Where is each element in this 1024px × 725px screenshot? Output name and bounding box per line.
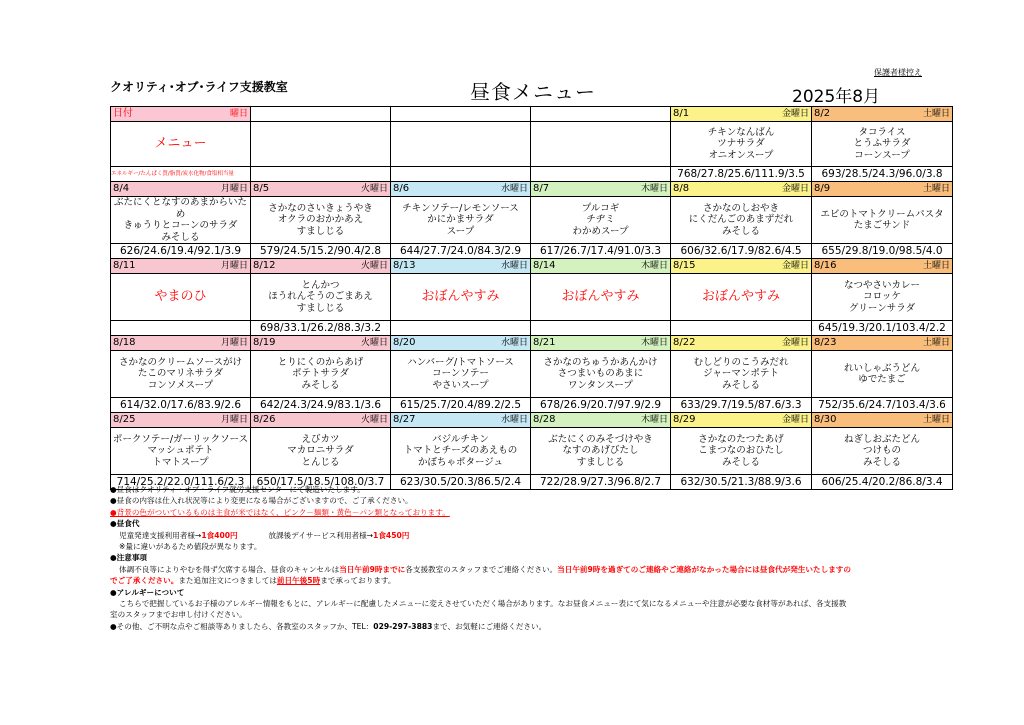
menu-item: プルコギ xyxy=(581,202,620,214)
day-nutrition xyxy=(391,167,531,182)
nutrition-value: 650/17.5/18.5/108.0/3.7 xyxy=(256,476,385,488)
menu-item: やさいスープ xyxy=(432,379,489,391)
page-title: 昼食メニュー xyxy=(470,80,596,104)
price-line xyxy=(110,530,970,541)
menu-item: チヂミ xyxy=(586,214,615,226)
day-weekday: 月曜日 xyxy=(220,261,248,271)
day-weekday: 金曜日 xyxy=(781,415,809,425)
note-color-legend: ●背景の色がついているものは主食が米ではなく、ピンク－麺類・黄色－パン類となっております。 xyxy=(110,507,450,517)
day-nutrition xyxy=(111,244,251,259)
day-menu xyxy=(251,351,391,398)
nutrition-value: 645/19.3/20.1/103.4/2.2 xyxy=(818,322,946,334)
day-date: 8/16 xyxy=(814,260,837,271)
day-header xyxy=(111,336,251,351)
menu-item: ジャーマンポテト xyxy=(703,368,779,380)
menu-item: つけもの xyxy=(862,445,901,457)
menu-item: たまごサンド xyxy=(853,220,911,231)
caution-1a: 体調不良等によりやむを得ず欠席する場合、昼食のキャンセルは xyxy=(119,564,340,574)
day-header xyxy=(812,259,953,274)
day-menu xyxy=(111,122,251,167)
day-weekday: 木曜日 xyxy=(640,261,668,271)
day-header xyxy=(251,182,391,197)
nutrition-value: 698/33.1/26.2/88.3/3.2 xyxy=(259,322,382,334)
menu-item: ほうれんそうのごまあえ xyxy=(268,291,373,303)
day-header xyxy=(111,259,251,274)
day-menu xyxy=(111,351,251,398)
allergy-line-2: 室のスタッフまでお申し付けください。 xyxy=(110,610,247,620)
menu-item: トマトとチーズのあえもの xyxy=(403,445,518,457)
contact-a: ●その他、ご不明な点やご相談等ありましたら、各教室のスタッフか、TEL： xyxy=(110,621,374,631)
week-menu-row xyxy=(111,428,953,475)
nutrition-value: 617/26.7/17.4/91.0/3.3 xyxy=(539,245,662,257)
menu-item: チキンなんばん xyxy=(707,126,775,138)
day-header xyxy=(391,259,531,274)
day-date: 8/13 xyxy=(393,260,416,271)
day-weekday: 土曜日 xyxy=(922,338,950,348)
day-date: 8/28 xyxy=(533,414,556,425)
nutrition-value: 642/24.3/24.9/83.1/3.6 xyxy=(259,399,382,411)
day-weekday: 土曜日 xyxy=(922,415,950,425)
month-label: 2025年8月 xyxy=(792,87,881,107)
week-menu-row xyxy=(111,197,953,244)
weekday-column-label: 曜日 xyxy=(229,109,248,119)
week-nutrition-row xyxy=(111,321,953,336)
menu-item: むしどりのこうみだれ xyxy=(693,356,789,368)
day-weekday: 水曜日 xyxy=(500,184,528,194)
menu-table-body xyxy=(111,107,953,490)
menu-item: ポークソテー/ガーリックソース xyxy=(112,433,249,445)
menu-item: ぶたにくのみそづけやき xyxy=(548,433,653,445)
day-nutrition xyxy=(671,398,812,413)
day-header xyxy=(531,413,671,428)
day-weekday: 金曜日 xyxy=(781,184,809,194)
menu-item: みそしる xyxy=(721,379,760,391)
menu-item: エビのトマトクリームパスタ xyxy=(820,208,944,220)
day-date: 8/4 xyxy=(113,183,130,194)
day-date: 8/15 xyxy=(673,260,696,271)
week-nutrition-row xyxy=(111,398,953,413)
day-weekday: 月曜日 xyxy=(220,415,248,425)
price-b-value: 1食450円 xyxy=(373,530,410,540)
day-menu xyxy=(111,274,251,321)
day-menu xyxy=(812,197,953,244)
day-header xyxy=(531,182,671,197)
day-menu xyxy=(531,274,671,321)
menu-item: とんじる xyxy=(301,456,340,468)
day-date: 8/22 xyxy=(673,337,696,348)
day-weekday: 火曜日 xyxy=(360,184,388,194)
day-weekday: 木曜日 xyxy=(640,338,668,348)
menu-item: ゆでたまご xyxy=(858,374,906,385)
day-menu xyxy=(671,351,812,398)
nutrition-value: 714/25.2/22.0/111.6/2.3 xyxy=(116,476,245,488)
caution-1b: 当日午前9時までに xyxy=(339,564,406,574)
day-date: 8/8 xyxy=(673,183,690,194)
menu-item: なつやさいカレー xyxy=(843,279,920,291)
day-menu xyxy=(531,428,671,475)
menu-item: えびカツ xyxy=(301,433,340,445)
day-date: 8/12 xyxy=(253,260,276,271)
contact-tel: 029-297-3883 xyxy=(373,621,433,631)
week-nutrition-row xyxy=(111,244,953,259)
date-column-label: 日付 xyxy=(113,108,133,119)
menu-item: かにかまサラダ xyxy=(427,214,494,226)
menu-item: とうふサラダ xyxy=(853,138,911,150)
day-nutrition xyxy=(251,321,391,336)
day-weekday: 水曜日 xyxy=(500,338,528,348)
day-header xyxy=(251,107,391,122)
menu-item: みそしる xyxy=(721,225,760,237)
day-date: 8/9 xyxy=(814,183,831,194)
week-menu-row xyxy=(111,274,953,321)
menu-item: オクラのおかかあえ xyxy=(277,214,364,226)
caution-line-1 xyxy=(110,564,970,575)
day-weekday: 土曜日 xyxy=(922,261,950,271)
caution-2c: 前日午後5時 xyxy=(276,576,321,586)
day-nutrition xyxy=(391,321,531,336)
menu-item: すましじる xyxy=(576,456,625,468)
menu-item: とんかつ xyxy=(301,279,340,291)
day-header xyxy=(391,182,531,197)
menu-item: ぶたにくとなすのあまからいため xyxy=(113,197,247,220)
menu-item: マッシュポテト xyxy=(147,445,214,457)
menu-item: さつまいものあまに xyxy=(557,368,644,380)
caution-2b: また追加注文につきましては xyxy=(178,576,277,586)
menu-item: トマトスープ xyxy=(152,456,209,468)
day-weekday: 月曜日 xyxy=(220,184,248,194)
menu-item: ハンバーグ/トマトソース xyxy=(407,356,514,368)
day-menu xyxy=(531,197,671,244)
menu-item: すましじる xyxy=(296,302,345,314)
day-date: 8/11 xyxy=(113,260,136,271)
caution-1d: 当日午前9時を過ぎてのご連絡やご連絡がなかった場合には昼食代が発生いたしますの xyxy=(557,564,851,574)
day-nutrition xyxy=(531,244,671,259)
day-header xyxy=(671,336,812,351)
nutrition-value: 768/27.8/25.6/111.9/3.5 xyxy=(677,168,805,180)
day-menu xyxy=(391,197,531,244)
contact-b: まで、お気軽にご連絡ください。 xyxy=(432,621,547,631)
nutrition-value: 693/28.5/24.3/96.0/3.8 xyxy=(821,168,943,180)
menu-item: さかなのさいきょうやき xyxy=(268,202,373,214)
price-note: ※量に違いがあるため値段が異なります。 xyxy=(119,542,262,552)
menu-item: れいしゃぶうどん xyxy=(843,362,920,374)
nutrition-value: 752/35.6/24.7/103.4/3.6 xyxy=(818,399,946,411)
day-header xyxy=(391,413,531,428)
menu-item: バジルチキン xyxy=(432,433,489,445)
day-header xyxy=(251,259,391,274)
caution-1c: 各支援教室のスタッフまでご連絡ください。 xyxy=(405,564,558,574)
day-menu xyxy=(251,428,391,475)
nutrition-value: 644/27.7/24.0/84.3/2.9 xyxy=(399,245,522,257)
menu-item: こまつなのおひたし xyxy=(698,445,784,457)
menu-item: すましじる xyxy=(296,225,345,237)
day-header xyxy=(111,107,251,122)
day-weekday: 火曜日 xyxy=(360,261,388,271)
menu-item: コロッケ xyxy=(863,291,901,303)
week-header-row xyxy=(111,182,953,197)
note-production: ●昼食はクオリティ・オブ・ライフ就労支援センターにて製造いたします。 xyxy=(110,485,365,494)
day-nutrition xyxy=(251,244,391,259)
day-date: 8/20 xyxy=(393,337,416,348)
menu-item: チキンソテー/レモンソース xyxy=(402,202,519,214)
day-weekday: 金曜日 xyxy=(781,338,809,348)
day-date: 8/21 xyxy=(533,337,556,348)
day-menu xyxy=(531,122,671,167)
nutrition-value: 633/29.7/19.5/87.6/3.3 xyxy=(680,399,802,411)
day-menu xyxy=(251,274,391,321)
day-menu xyxy=(671,274,812,321)
menu-item: ポテトサラダ xyxy=(292,368,349,380)
menu-item: とりにくのからあげ xyxy=(277,356,364,368)
day-weekday: 水曜日 xyxy=(500,415,528,425)
day-header xyxy=(671,259,812,274)
day-menu xyxy=(391,351,531,398)
day-date: 8/25 xyxy=(113,414,136,425)
day-header xyxy=(111,182,251,197)
note-change: ●昼食の内容は仕入れ状況等により変更になる場合がございますので、ご了承ください。 xyxy=(110,496,413,506)
menu-item: きゅうりとコーンのサラダ xyxy=(123,220,238,231)
day-header xyxy=(251,336,391,351)
day-header xyxy=(671,182,812,197)
day-header xyxy=(531,107,671,122)
day-nutrition xyxy=(671,244,812,259)
day-header xyxy=(812,413,953,428)
allergy-heading: ●アレルギーについて xyxy=(110,587,185,597)
week-header-row xyxy=(111,107,953,122)
day-nutrition xyxy=(391,244,531,259)
day-date: 8/2 xyxy=(814,108,831,119)
day-menu xyxy=(812,428,953,475)
price-a-label: 児童発達支援利用者様→ xyxy=(119,530,202,540)
week-nutrition-row xyxy=(111,167,953,182)
day-date: 8/7 xyxy=(533,183,550,194)
day-nutrition xyxy=(111,321,251,336)
nutrition-value: 579/24.5/15.2/90.4/2.8 xyxy=(259,245,382,257)
day-date: 8/1 xyxy=(673,108,690,119)
day-date: 8/6 xyxy=(393,183,410,194)
day-nutrition xyxy=(251,167,391,182)
menu-item: ねぎしおぶたどん xyxy=(843,433,920,445)
contact-line xyxy=(110,621,970,632)
day-nutrition xyxy=(111,167,251,182)
day-date: 8/14 xyxy=(533,260,556,271)
day-date: 8/30 xyxy=(814,414,837,425)
day-nutrition xyxy=(531,321,671,336)
day-nutrition xyxy=(251,398,391,413)
day-nutrition xyxy=(111,398,251,413)
day-header xyxy=(251,413,391,428)
day-weekday: 月曜日 xyxy=(220,338,248,348)
week-header-row xyxy=(111,336,953,351)
week-menu-row xyxy=(111,122,953,167)
menu-item: さかなのしおやき xyxy=(702,202,779,214)
day-menu xyxy=(812,274,953,321)
day-nutrition xyxy=(531,167,671,182)
caution-line-2 xyxy=(110,575,970,586)
menu-item: オニオンスープ xyxy=(708,149,774,161)
caution-heading: ●注意事項 xyxy=(110,553,148,563)
menu-item: みそしる xyxy=(862,456,901,468)
day-date: 8/27 xyxy=(393,414,416,425)
day-date: 8/18 xyxy=(113,337,136,348)
day-header xyxy=(111,413,251,428)
day-menu xyxy=(251,122,391,167)
day-menu xyxy=(671,428,812,475)
allergy-line-1: こちらで把握しているお子様のアレルギー情報をもとに、アレルギーに配慮したメニューに変えさせていただく場合があります。なお昼食メニュー表にて気になるメニューや注意が必要な食材等があれば、各支援教 xyxy=(119,599,847,609)
menu-item: みそしる xyxy=(721,456,760,468)
day-menu xyxy=(251,197,391,244)
menu-item: わかめスープ xyxy=(572,225,629,237)
price-heading: ●昼食代 xyxy=(110,519,140,529)
copy-label: 保護者様控え xyxy=(874,68,922,77)
menu-item: みそしる xyxy=(161,231,200,243)
week-menu-row xyxy=(111,351,953,398)
menu-item: たこのマリネサラダ xyxy=(137,368,224,380)
day-menu xyxy=(391,122,531,167)
caution-2a: でご了承ください。 xyxy=(110,576,179,586)
nutrition-value: 606/25.4/20.2/86.8/3.4 xyxy=(821,476,943,488)
price-b-label: 放課後デイサービス利用者様→ xyxy=(268,530,374,540)
day-menu xyxy=(111,428,251,475)
caution-2d: まで承っております。 xyxy=(320,576,396,586)
day-nutrition xyxy=(391,398,531,413)
day-header xyxy=(391,336,531,351)
day-weekday: 火曜日 xyxy=(360,415,388,425)
day-weekday: 土曜日 xyxy=(922,184,950,194)
notes xyxy=(110,484,970,632)
day-menu xyxy=(391,274,531,321)
menu-item: ツナサラダ xyxy=(717,138,765,150)
closed-label: おぼんやすみ xyxy=(561,289,640,305)
menu-column-label: メニュー xyxy=(154,136,207,152)
day-menu xyxy=(812,122,953,167)
menu-item: コンソメスープ xyxy=(147,379,214,391)
day-header xyxy=(671,413,812,428)
nutrition-value: 615/25.7/20.4/89.2/2.5 xyxy=(399,399,522,411)
day-nutrition xyxy=(671,321,812,336)
day-menu xyxy=(671,122,812,167)
day-nutrition xyxy=(812,398,953,413)
day-weekday: 木曜日 xyxy=(640,184,668,194)
day-date: 8/23 xyxy=(814,337,837,348)
day-weekday: 火曜日 xyxy=(360,338,388,348)
nutrition-value: 626/24.6/19.4/92.1/3.9 xyxy=(119,245,242,257)
nutrition-value: 606/32.6/17.9/82.6/4.5 xyxy=(680,245,802,257)
day-weekday: 土曜日 xyxy=(922,109,950,119)
day-nutrition xyxy=(671,167,812,182)
day-header xyxy=(812,107,953,122)
day-header xyxy=(391,107,531,122)
nutrition-value: 623/30.5/20.3/86.5/2.4 xyxy=(399,476,522,488)
menu-table xyxy=(110,106,953,490)
menu-item: さかなのちゅうかあんかけ xyxy=(543,356,658,368)
day-nutrition xyxy=(812,167,953,182)
closed-label: やまのひ xyxy=(154,289,207,305)
menu-item: コーンソテー xyxy=(432,368,489,380)
menu-item: みそしる xyxy=(301,379,340,391)
nutrition-column-label: エネルギー/たんぱく質/脂質/炭水化物/食塩相当量 xyxy=(111,171,234,177)
day-menu xyxy=(391,428,531,475)
nutrition-value: 655/29.8/19.0/98.5/4.0 xyxy=(821,245,943,257)
day-menu xyxy=(812,351,953,398)
menu-item: にくだんごのあまずだれ xyxy=(688,214,794,226)
day-nutrition xyxy=(812,321,953,336)
day-date: 8/19 xyxy=(253,337,276,348)
menu-item: タコライス xyxy=(858,126,906,138)
week-header-row xyxy=(111,259,953,274)
day-nutrition xyxy=(812,244,953,259)
day-weekday: 金曜日 xyxy=(781,109,809,119)
closed-label: おぼんやすみ xyxy=(701,289,780,305)
menu-item: スープ xyxy=(446,225,475,237)
menu-item: グリーンサラダ xyxy=(848,302,916,314)
school-name: クオリティ･オブ･ライフ支援教室 xyxy=(110,80,288,94)
day-weekday: 水曜日 xyxy=(500,261,528,271)
day-date: 8/29 xyxy=(673,414,696,425)
menu-item: さかなのクリームソースがけ xyxy=(118,356,243,368)
nutrition-value: 632/30.5/21.3/88.9/3.6 xyxy=(680,476,802,488)
day-header xyxy=(812,182,953,197)
day-nutrition xyxy=(531,398,671,413)
day-weekday: 木曜日 xyxy=(640,415,668,425)
week-header-row xyxy=(111,413,953,428)
menu-item: コーンスープ xyxy=(854,149,910,161)
day-menu xyxy=(671,197,812,244)
menu-item: さかなのたつたあげ xyxy=(698,433,784,445)
day-header xyxy=(531,336,671,351)
menu-item: かぼちゃポタージュ xyxy=(417,456,504,468)
day-weekday: 金曜日 xyxy=(781,261,809,271)
menu-item: マカロニサラダ xyxy=(287,445,354,457)
day-header xyxy=(671,107,812,122)
menu-item: なすのあげびたし xyxy=(562,445,639,457)
price-a-value: 1食400円 xyxy=(201,530,238,540)
day-date: 8/5 xyxy=(253,183,270,194)
day-menu xyxy=(111,197,251,244)
day-menu xyxy=(531,351,671,398)
nutrition-value: 722/28.9/27.3/96.8/2.7 xyxy=(539,476,662,488)
day-header xyxy=(531,259,671,274)
day-date: 8/26 xyxy=(253,414,276,425)
menu-item: ワンタンスープ xyxy=(568,379,633,391)
nutrition-value: 678/26.9/20.7/97.9/2.9 xyxy=(539,399,662,411)
nutrition-value: 614/32.0/17.6/83.9/2.6 xyxy=(119,399,242,411)
day-header xyxy=(812,336,953,351)
closed-label: おぼんやすみ xyxy=(421,289,500,305)
